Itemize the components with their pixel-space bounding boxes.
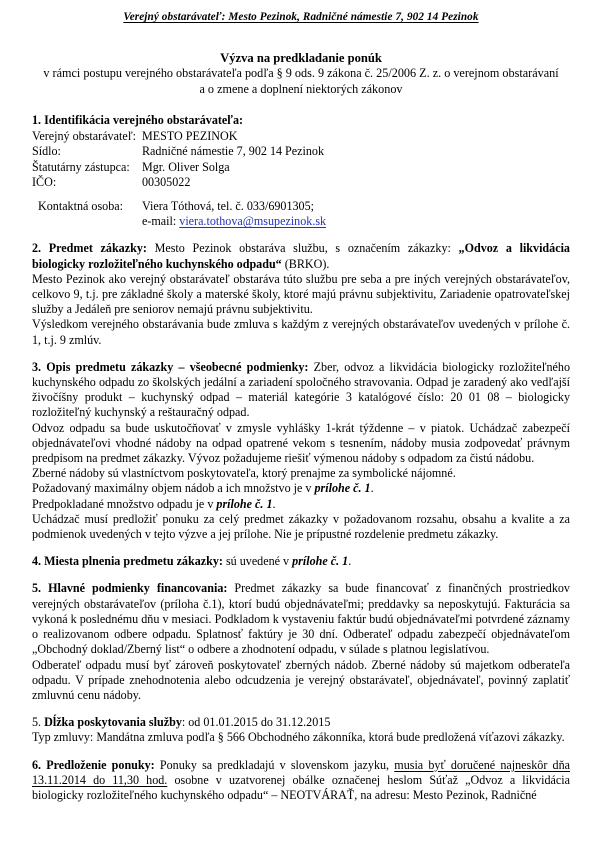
title-subline-1: v rámci postupu verejného obstarávateľa podľa § 9 ods. 9 zákona č. 25/2006 Z. z. o verejnom obstarávaní xyxy=(43,66,559,80)
section-7-heading: 6. Predloženie ponuky: xyxy=(32,757,155,772)
section-6-number: 5. xyxy=(32,715,45,730)
id-key-email-blank xyxy=(32,214,142,229)
section-3-p4-ref: prílohe č. 1 xyxy=(314,481,371,496)
id-value-email xyxy=(142,214,326,229)
section-3-body-1: Zber, odvoz a likvidácia biologicky rozložiteľného kuchynského odpadu zo školských jedální a zariadení spoločného stravovania. Odpad je zaradený ako vedľajší živočíšny produkt – kuchynský odpad – materiál kategórie 3 katalógové číslo: 20 01 08 – biologicky rozložiteľný kuchynský a reštauračný odpad. xyxy=(32,359,571,420)
section-predlozenie-ponuky xyxy=(32,758,570,804)
section-4-pre: sú uvedené v xyxy=(222,554,293,569)
id-key-zastupca: Štatutárny zástupca: xyxy=(32,159,130,174)
section-2-paragraph-1 xyxy=(32,241,570,271)
section-7-paragraph xyxy=(32,758,570,804)
section-6-heading-line xyxy=(32,715,570,730)
section-2-lead: Mesto Pezinok obstaráva službu, s označením zákazky: xyxy=(146,241,459,256)
section-dlzka-poskytovania xyxy=(32,715,570,745)
section-2-paragraph-2: Mesto Pezinok ako verejný obstarávateľ obstaráva túto službu pre seba a pre iných verejných obstarávateľov, celkovo 9, t.j. pre základné školy a materské školy, ktoré majú právnu subjektivitu, Zariadenie opatrovateľskej služby a Jedáleň pre seniorov nemajú právnu subjektivitu. xyxy=(32,271,570,317)
section-3-paragraph-6: Uchádzač musí predložiť ponuku za celý predmet zákazky v požadovanom rozsahu, obsahu a kvalite a za podmienok uvedených v tejto výzve a jej prílohe. Nie je prípustné rozdelenie predmetu zákazky. xyxy=(32,511,570,542)
section-4-ref: prílohe č. 1 xyxy=(292,554,349,569)
section-2-paragraph-3: Výsledkom verejného obstarávania bude zmluva s každým z verejných obstarávateľov uvedených v prílohe č. 1, t.j. 9 zmlúv. xyxy=(32,317,570,347)
page-title: Výzva na predkladanie ponúk xyxy=(220,51,382,65)
running-head-text: Verejný obstarávateľ: Mesto Pezinok, Radničné námestie 7, 902 14 Pezinok xyxy=(123,11,479,23)
section-6-paragraph: Typ zmluvy: Mandátna zmluva podľa § 566 Obchodného zákonníka, ktorá bude predložená víťazovi zákazky. xyxy=(32,730,565,745)
spacer-cell xyxy=(32,190,142,199)
title-block xyxy=(32,50,570,97)
section-7-post: osobne v uzatvorenej obálke označenej heslom Súťaž „Odvoz a likvidácia biologicky rozložiteľného kuchynského odpadu“ – NEOTVÁRAŤ, na adresu: Mesto Pezinok, Radničné xyxy=(32,772,570,802)
section-3-paragraph-1 xyxy=(32,360,570,421)
email-link[interactable]: viera.tothova@msupezinok.sk xyxy=(179,214,327,229)
section-7-pre: Ponuky sa predkladajú v slovenskom jazyku, xyxy=(154,757,395,772)
section-6-heading: Dĺžka poskytovania služby xyxy=(44,715,182,730)
section-3-heading: 3. Opis predmetu zákazky – všeobecné podmienky: xyxy=(32,359,309,374)
section-identification xyxy=(32,113,570,229)
running-head xyxy=(32,10,570,24)
title-subline-2: a o zmene a doplnení niektorých zákonov xyxy=(199,81,403,96)
section-3-p5-pre: Predpokladané množstvo odpadu je v xyxy=(32,496,217,511)
section-3-paragraph-3: Zberné nádoby sú vlastníctvom poskytovateľa, ktorý prenajme za symbolické nájomné. xyxy=(32,466,456,481)
table-row xyxy=(32,129,326,144)
email-label: e-mail: xyxy=(141,214,177,229)
id-value-ico: 00305022 xyxy=(141,174,191,189)
id-value-sidlo: Radničné námestie 7, 902 14 Pezinok xyxy=(141,144,325,159)
section-predmet-zakazky xyxy=(32,241,570,347)
section-2-after-quote: (BRKO). xyxy=(281,256,330,271)
section-3-p4-post: . xyxy=(370,481,374,496)
table-row xyxy=(32,160,326,175)
section-3-paragraph-4 xyxy=(32,481,570,496)
table-row xyxy=(32,199,326,214)
section-7-deadline: musia byť doručené najneskôr dňa 13.11.2014 do 11,30 hod. xyxy=(32,757,570,787)
section-3-p5-post: . xyxy=(272,496,276,511)
section-podmienky-financovania xyxy=(32,581,570,703)
section-5-paragraph-2: Odberateľ odpadu musí byť zároveň poskytovateľ zberných nádob. Zberné nádoby sú majetkom odberateľa odpadu. V prípade znehodnotenia alebo odcudzenia je verejný obstarávateľ, objednávateľ, povinný zaplatiť zmluvnú cenu nádoby. xyxy=(32,657,570,702)
id-value-zastupca: Mgr. Oliver Solga xyxy=(141,159,230,174)
spacer-cell xyxy=(142,190,326,199)
table-row xyxy=(32,175,326,190)
section-4-post: . xyxy=(348,554,352,569)
section-5-paragraph-1 xyxy=(32,581,570,657)
section-miesta-plnenia xyxy=(32,554,570,569)
section-5-body-1: Predmet zákazky sa bude financovať z finančných prostriedkov verejných obstarávateľov (príloha č.1), ktorí budú objednávateľmi; preddavky sa neposkytujú. Fakturácia sa vykoná k poslednému dňu v mesiaci. Podkladom k vystaveniu faktúr budú objednávateľmi potvrdené záznamy o realizovanom odbere odpadu. Splatnosť faktúry je 30 dní. Odberateľ odpadu zabezpečí objednávateľom „Obchodný doklad/Zberný list“ o odbere a zhodnotení odpadu, v súlade s platnou legislatívou. xyxy=(32,581,570,657)
id-key-ico: IČO: xyxy=(32,174,57,189)
section-3-paragraph-5 xyxy=(32,497,570,512)
section-3-paragraph-2: Odvoz odpadu sa bude uskutočňovať v zmysle vyhlášky 1-krát týždenne – v piatok. Uchádzač zabezpečí objednávateľovi vhodné nádoby na odpad opatrené vekom s tesnením, nádoby musia zodpovedať právnym predpisom na predmet zákazky. Vývoz požadujeme riešiť výmenou nádoby s odpadom za čistú nádobu. xyxy=(32,420,570,466)
section-opis-predmetu xyxy=(32,360,570,542)
table-row xyxy=(32,144,326,159)
id-key-sidlo: Sídlo: xyxy=(32,144,61,159)
section-2-quoted-title: „Odvoz a likvidácia biologicky rozložiteľného kuchynského odpadu“ xyxy=(32,241,570,271)
id-key-obstaravatel: Verejný obstarávateľ: xyxy=(32,129,136,144)
section-1-heading: 1. Identifikácia verejného obstarávateľa: xyxy=(32,113,244,127)
id-value-kontakt: Viera Tóthová, tel. č. 033/6901305; xyxy=(141,199,315,214)
section-4-paragraph xyxy=(32,554,570,569)
section-4-heading: 4. Miesta plnenia predmetu zákazky: xyxy=(32,554,223,569)
section-2-heading: 2. Predmet zákazky: xyxy=(32,241,147,256)
section-6-heading-suffix: : od 01.01.2015 do 31.12.2015 xyxy=(181,715,331,730)
identification-table xyxy=(32,129,326,229)
table-row xyxy=(32,214,326,229)
section-3-p5-ref: prílohe č. 1 xyxy=(216,496,273,511)
section-3-p4-pre: Požadovaný maximálny objem nádob a ich množstvo je v xyxy=(32,481,315,496)
section-5-heading: 5. Hlavné podmienky financovania: xyxy=(32,581,228,596)
table-spacer-row xyxy=(32,190,326,199)
id-value-obstaravatel: MESTO PEZINOK xyxy=(141,129,238,144)
id-key-kontakt: Kontaktná osoba: xyxy=(38,199,123,214)
